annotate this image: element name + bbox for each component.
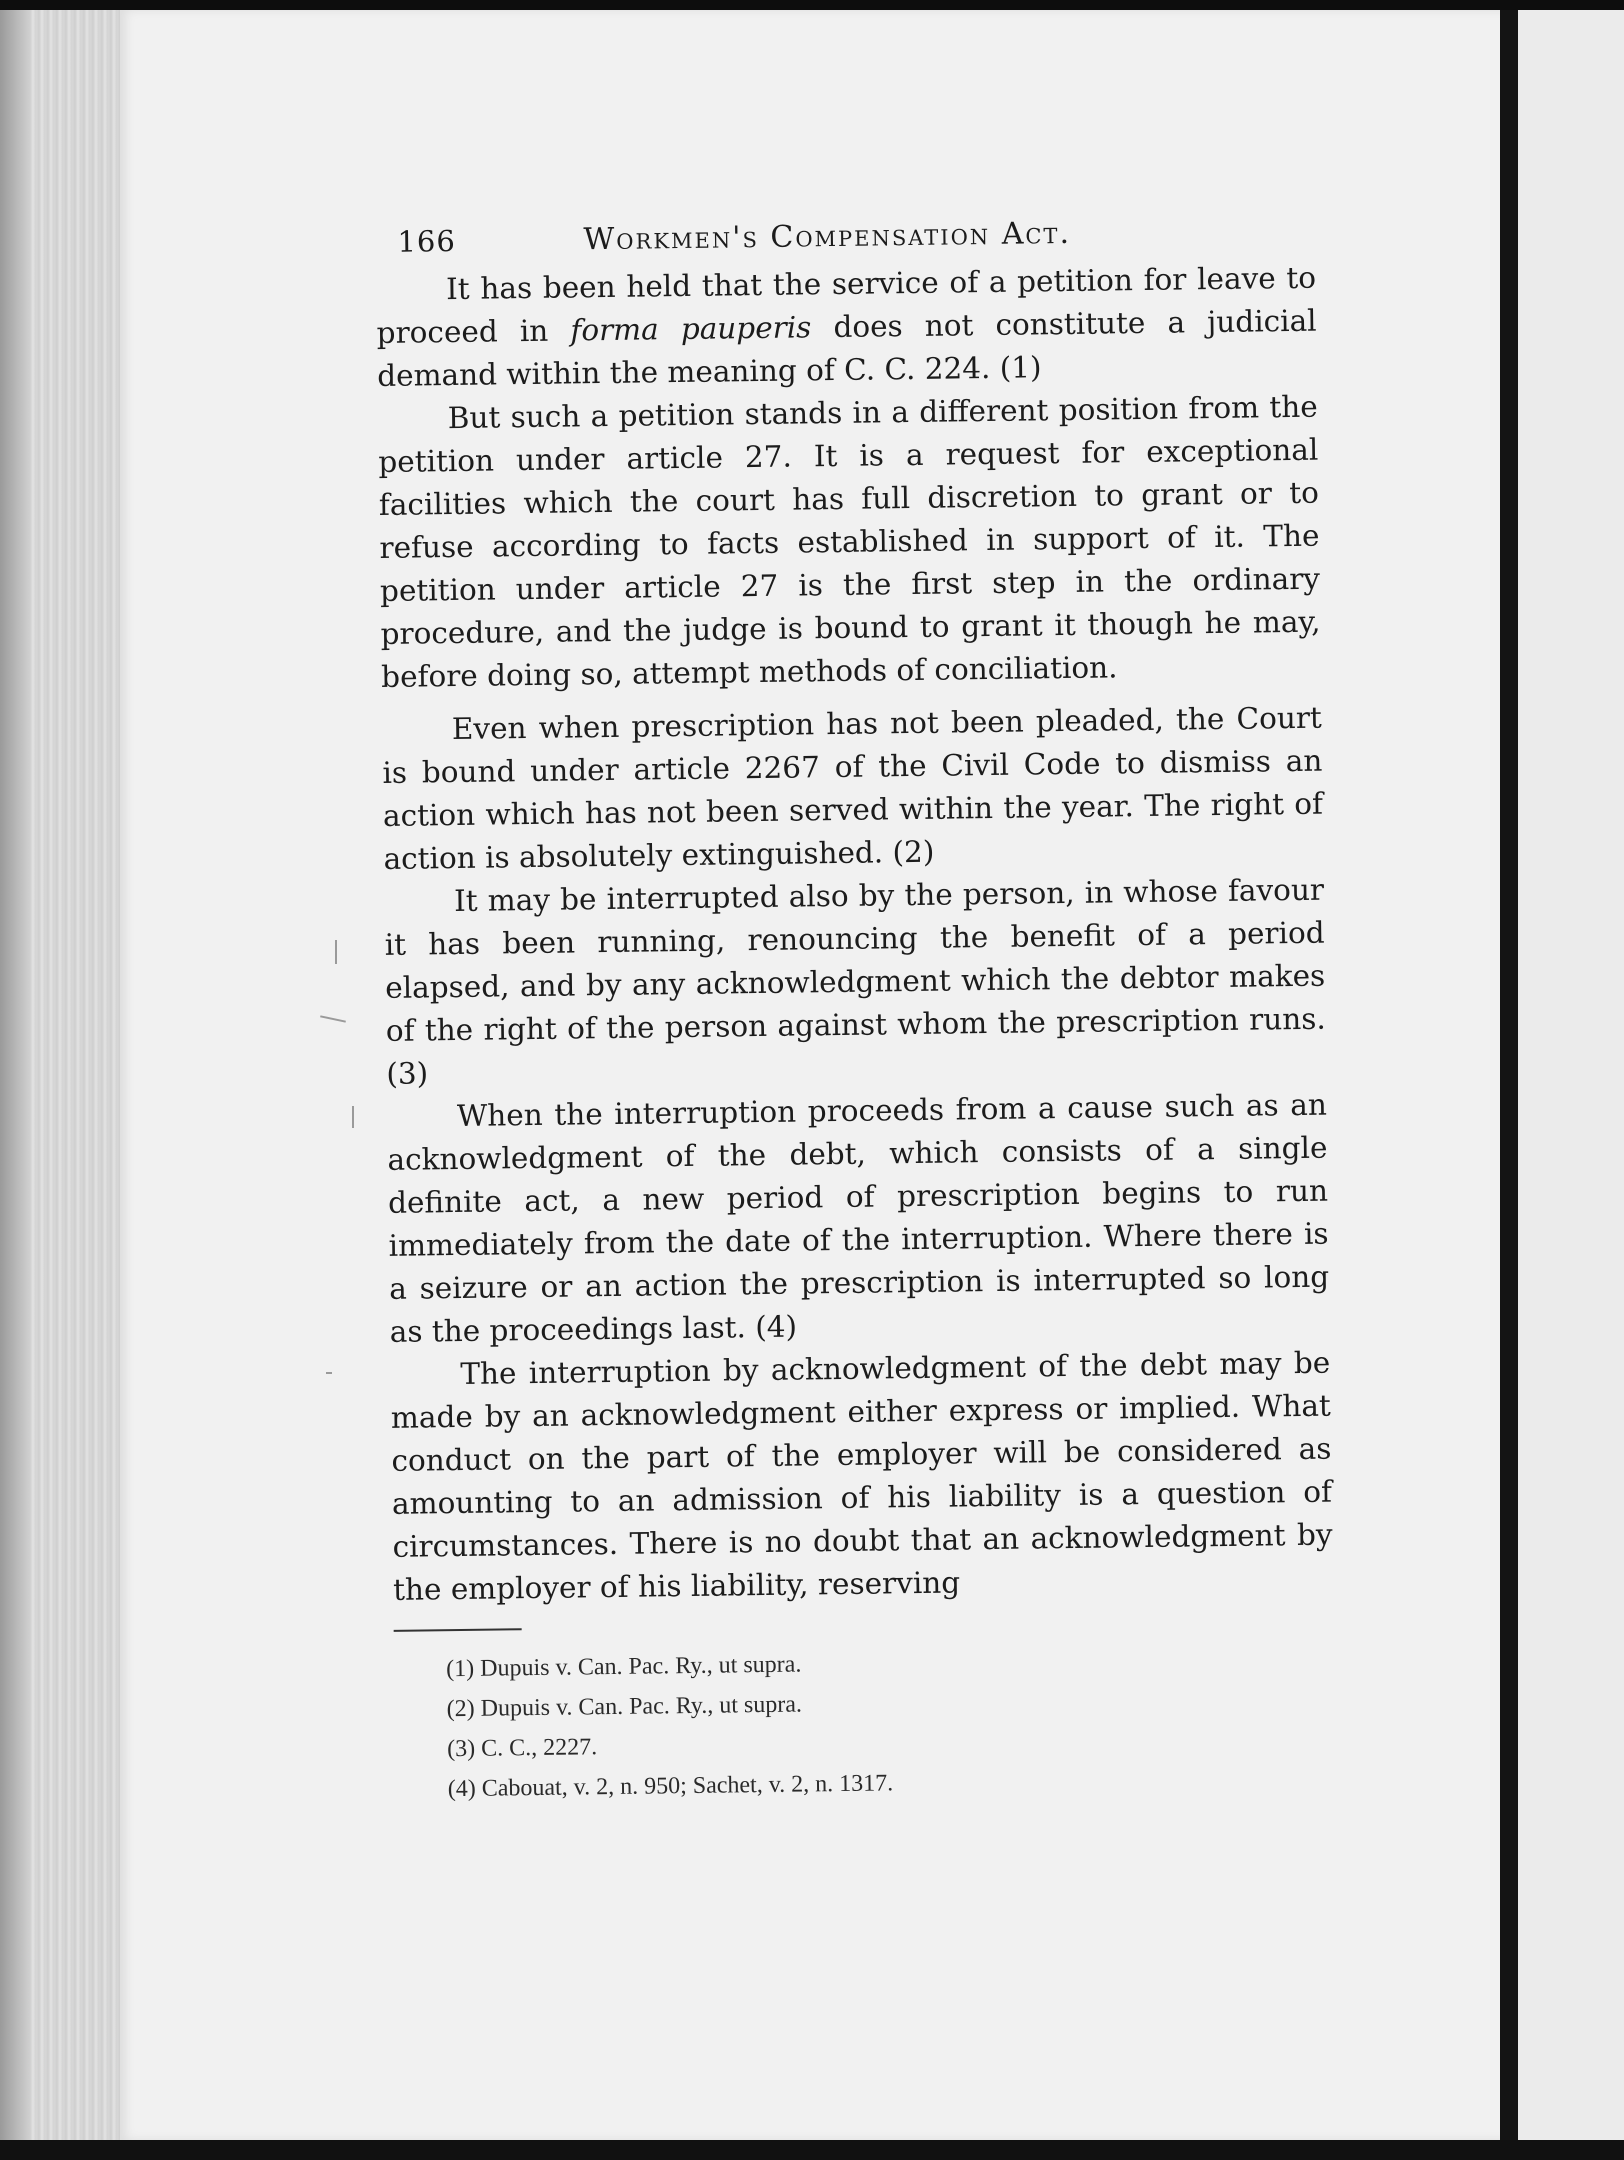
book-spine-gutter <box>1500 10 1518 2140</box>
margin-pencil-mark <box>352 1106 354 1128</box>
footnote-2: (2) Dupuis v. Can. Pac. Ry., ut supra. <box>446 1691 803 1723</box>
facing-page-edge <box>1518 10 1624 2140</box>
paragraph-new-period: When the interruption proceeds from a cause such as an acknowledgment of the debt, which consists of a single definite act, a new period of prescription begins to run immediately from the date of the interruption. Where there is a seizure or an action the prescription is interrupted so long as the proceedings last. (4) <box>387 1087 1330 1349</box>
scan-bottom-border <box>0 2140 1624 2160</box>
scan-top-border <box>0 0 1624 10</box>
paragraph-forma-pauperis <box>376 257 1318 398</box>
paragraph-article-2267: Even when prescription has not been pleaded, the Court is bound under article 2267 of the Civil Code to dismiss an action which has not been served within the year. The right of action is absolutely extinguished. (2) <box>382 700 1324 876</box>
page-edges-shadow <box>0 10 30 2140</box>
footnote-3: (3) C. C., 2227. <box>447 1734 598 1763</box>
page-number: 166 <box>397 223 457 259</box>
running-header <box>375 193 1316 269</box>
margin-pencil-mark <box>335 940 337 964</box>
footnote-1: (1) Dupuis v. Can. Pac. Ry., ut supra. <box>446 1651 802 1683</box>
paragraph-article-27: But such a petition stands in a different position from the petition under article 27. It is a request for exceptional facilities which the court has full discretion to grant or to refuse according to facts established in support of it. The petition under article 27 is the first step in the ordinary procedure, and the judge is bound to grant it though he may, before doing so, attempt methods of conciliation. <box>378 389 1321 694</box>
footnote-divider <box>394 1628 522 1632</box>
margin-pencil-mark <box>326 1372 332 1374</box>
footnote-4: (4) Cabouat, v. 2, n. 950; Sachet, v. 2, n. 1317. <box>447 1770 894 1803</box>
page-text-block <box>375 193 1336 1814</box>
italic-phrase: forma pauperis <box>570 310 812 348</box>
paragraph-acknowledgment: The interruption by acknowledgment of the debt may be made by an acknowledgment either express or implied. What conduct on the part of the employer will be considered as amounting to an admission of his liability is a question of circumstances. There is no doubt that an acknowledgment by the employer of his liability, reserving <box>390 1345 1333 1607</box>
paragraph-text: It has been held that the service of a petition for leave to proceed in <box>376 260 1317 350</box>
paragraph-text: does not constitute a judicial demand within the meaning of C. C. 224. (1) <box>377 303 1317 393</box>
running-title: Workmen's Compensation Act. <box>583 215 1072 258</box>
paragraph-interruption-renouncing: It may be interrupted also by the person, in whose favour it has been running, renouncing the benefit of a period elapsed, and by any acknowledgment which the debtor makes of the right of the person against whom the prescription runs. (3) <box>384 872 1326 1091</box>
